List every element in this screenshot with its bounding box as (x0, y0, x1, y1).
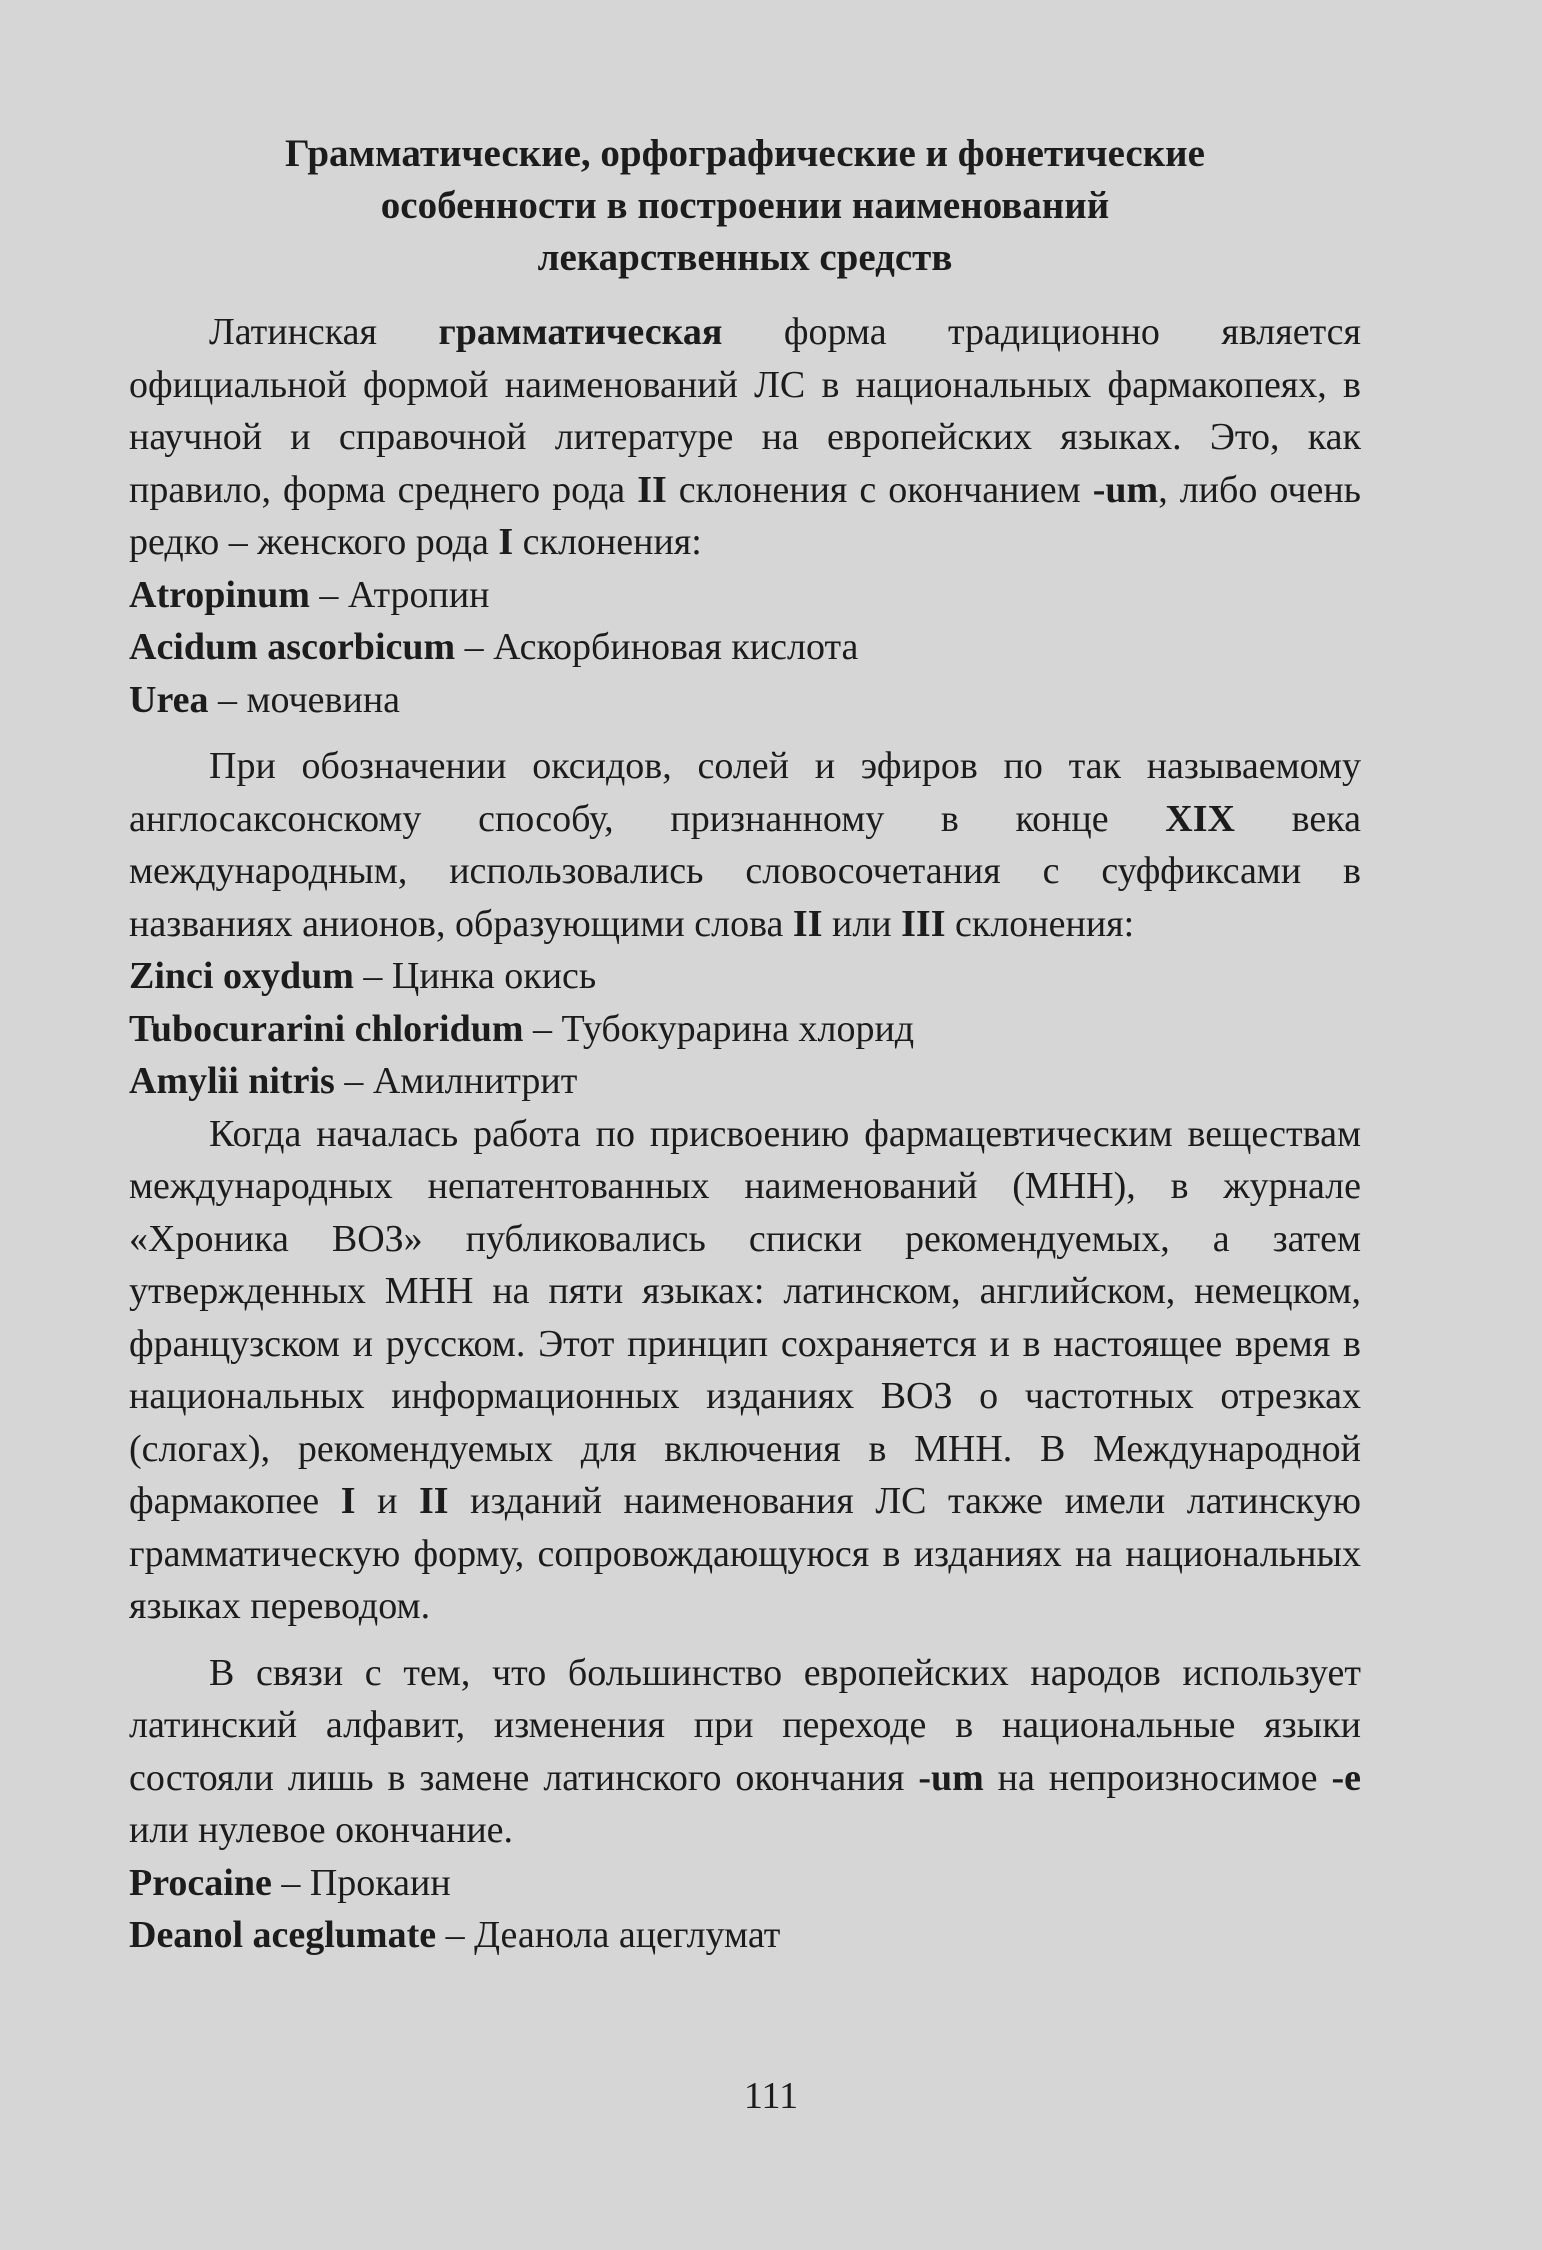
section-heading (129, 128, 1361, 284)
example-item: Urea – мочевина (129, 678, 401, 721)
example-list-1 (129, 569, 1361, 727)
paragraph-latin-form: Латинская грамматическая форма традиционно является официальной формой наименований ЛС в национальных фармакопеях, в научной и справочной литературе на европейских языках. Это, как правило, форма среднего рода II склонения с окончанием -um, либо очень редко – женского рода I склонения: (129, 311, 1361, 563)
page-number: 111 (743, 2075, 799, 2117)
example-item: Atropinum – Атропин (129, 573, 490, 616)
example-item: Amylii nitris – Амилнитрит (129, 1060, 578, 1102)
heading-line-1: Грамматические, орфографические и фонетические (285, 132, 1205, 175)
paragraph-national-languages: В связи с тем, что большинство европейских народов использует латинский алфавит, изменения при переходе в национальные языки состояли лишь в замене латинского окончания -um на непроизносимое -e или нулевое окончание. (129, 1651, 1361, 1851)
example-list-2 (129, 950, 1361, 1108)
paragraph-inn: Когда началась работа по присвоению фармацевтическим веществам международных непатентованных наименований (МНН), в журнале «Хроника ВОЗ» публиковались списки рекомендуемых, а затем утвержденных МНН на пяти языках: латинском, английском, немецком, французском и русском. Этот принцип сохраняется и в настоящее время в национальных информационных изданиях ВОЗ о частотных отрезках (слогах), рекомендуемых для включения в МНН. В Международной фармакопее I и II изданий наименования ЛС также имели латинскую грамматическую форму, сопровождающуюся в изданиях на национальных языках переводом. (129, 1112, 1361, 1627)
example-list-3 (129, 1857, 1361, 1962)
page-content (129, 128, 1361, 1962)
paragraph-anglo-saxon: При обозначении оксидов, солей и эфиров по так называемому англосаксонскому способу, признанному в конце XIX века международным, использовались словосочетания с суффиксами в названиях анионов, образующими слова II или III склонения: (129, 745, 1361, 945)
example-item: Tubocurarini chloridum – Тубокурарина хлорид (129, 1007, 915, 1050)
example-item: Deanol aceglumate – Деанола ацеглумат (129, 1914, 781, 1956)
example-item: Procaine – Прокаин (129, 1861, 451, 1904)
example-item: Zinci oxydum – Цинка окись (129, 955, 597, 997)
heading-line-2: особенности в построении наименований (380, 184, 1110, 227)
heading-line-3: лекарственных средств (537, 236, 953, 279)
example-item: Acidum ascorbicum – Аскорбиновая кислота (129, 626, 859, 668)
